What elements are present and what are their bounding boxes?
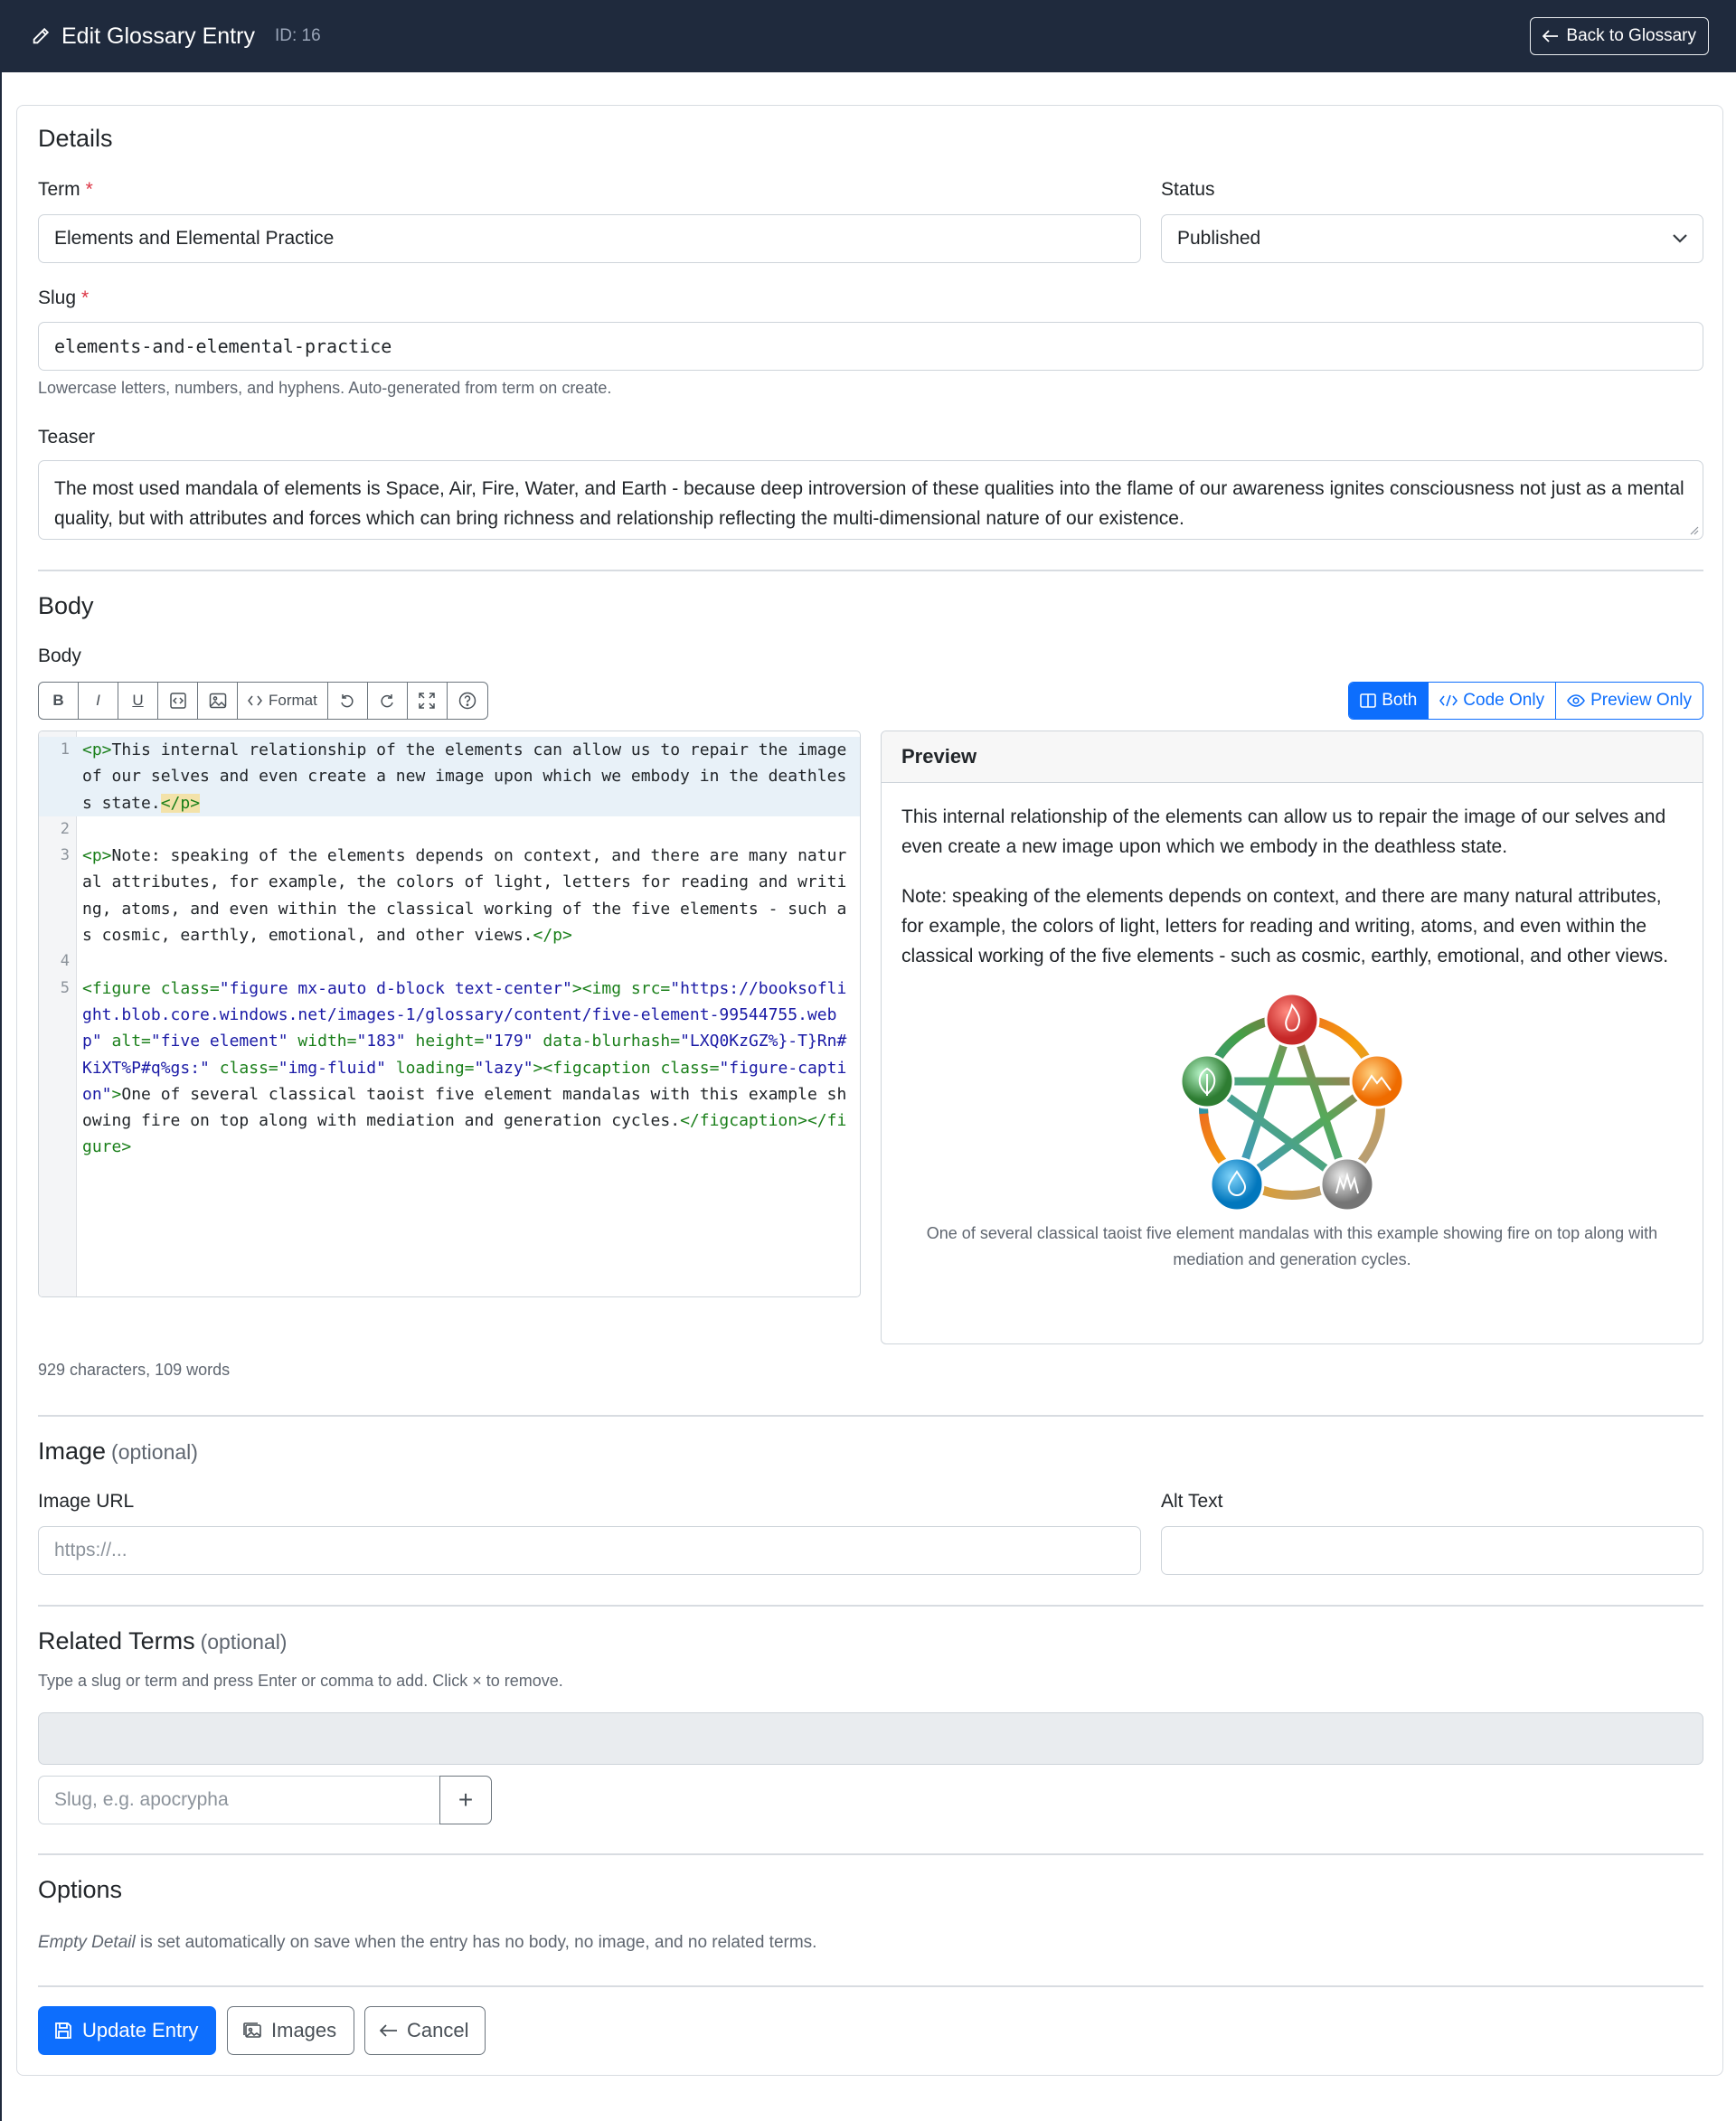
alt-text-input[interactable] <box>1161 1526 1703 1575</box>
view-code-only-button[interactable] <box>1429 683 1556 719</box>
line-number: 5 <box>60 978 70 997</box>
related-terms-tag-list <box>38 1712 1703 1765</box>
images-icon <box>242 2022 262 2040</box>
code-slash-icon <box>1439 694 1458 707</box>
format-label: Format <box>269 692 317 709</box>
term-input[interactable] <box>38 214 1141 263</box>
related-terms-heading <box>38 1627 287 1655</box>
character-word-count: 929 characters, 109 words <box>38 1361 231 1379</box>
related-terms-help: Type a slug or term and press Enter or comma to add. Click × to remove. <box>38 1672 563 1690</box>
code-line <box>39 816 860 843</box>
divider <box>38 1415 1703 1417</box>
code-line <box>39 948 860 975</box>
related-term-placeholder: Slug, e.g. apocrypha <box>54 1789 229 1810</box>
code-token: </figcaption></figure> <box>82 1111 847 1157</box>
options-note-text: is set automatically on save when the entry has no body, no image, and no related terms. <box>135 1933 817 1952</box>
images-button[interactable] <box>227 2006 354 2055</box>
view-mode-group <box>1348 682 1703 720</box>
slug-help: Lowercase letters, numbers, and hyphens. Auto-generated from term on create. <box>38 379 612 397</box>
code-token: "five element" <box>150 1032 288 1051</box>
save-icon <box>53 2021 73 2041</box>
fullscreen-button[interactable] <box>408 683 448 719</box>
cancel-label: Cancel <box>407 2019 469 2041</box>
code-token: class= <box>660 1058 720 1078</box>
line-number: 1 <box>60 740 70 759</box>
related-terms-heading-text: Related Terms <box>38 1627 195 1654</box>
code-token: class= <box>209 1058 278 1078</box>
code-token: <figcaption <box>542 1058 661 1078</box>
arrow-left-icon <box>1543 30 1559 42</box>
code-line <box>39 976 860 1161</box>
options-note <box>38 1933 816 1953</box>
question-circle-icon <box>458 692 476 710</box>
cancel-button[interactable] <box>364 2006 486 2055</box>
image-url-input[interactable] <box>38 1526 1141 1575</box>
add-related-term-group <box>38 1776 492 1824</box>
page-title <box>31 24 255 50</box>
undo-icon <box>339 693 355 709</box>
line-number: 3 <box>60 846 70 865</box>
teaser-textarea[interactable] <box>38 460 1703 540</box>
redo-icon <box>379 693 395 709</box>
code-block-button[interactable] <box>158 683 198 719</box>
code-token: width= <box>288 1032 357 1051</box>
image-heading-text: Image <box>38 1438 107 1465</box>
add-related-term-button[interactable] <box>439 1776 492 1824</box>
image-url-label: Image URL <box>38 1491 135 1512</box>
code-token: "179" <box>484 1032 533 1051</box>
format-button[interactable] <box>238 683 328 719</box>
back-to-glossary-label: Back to Glossary <box>1566 26 1696 45</box>
alt-text-label: Alt Text <box>1161 1491 1223 1512</box>
page-frame <box>0 72 2 2121</box>
code-token: <figure <box>82 978 161 998</box>
code-token: </p> <box>160 793 201 813</box>
teaser-label: Teaser <box>38 427 96 448</box>
code-square-icon <box>169 692 187 710</box>
resize-handle-icon[interactable] <box>1690 526 1699 535</box>
insert-image-button[interactable] <box>198 683 238 719</box>
code-token: alt= <box>101 1032 151 1051</box>
preview-pane <box>881 731 1703 1344</box>
code-token: "figure mx-auto d-block text-center" <box>219 978 572 998</box>
line-number: 2 <box>60 819 70 838</box>
code-token: data-blurhash= <box>533 1032 681 1051</box>
code-token: <p> <box>82 740 112 759</box>
code-token: <p> <box>82 846 112 866</box>
redo-button[interactable] <box>368 683 408 719</box>
code-token: "183" <box>356 1032 406 1051</box>
editor-toolbar <box>38 682 488 720</box>
code-token: "lazy" <box>474 1058 533 1078</box>
code-token: "https://booksoflight.blob.core.windows.net/images-1/glossary/content/five-element-99544755.webp" <box>82 978 847 1051</box>
italic-label: I <box>96 692 100 709</box>
arrow-left-icon <box>380 2024 398 2037</box>
code-line <box>39 843 860 948</box>
plus-icon: + <box>458 1786 474 1814</box>
fullscreen-icon <box>419 693 435 709</box>
preview-figure <box>882 993 1703 1215</box>
pencil-icon <box>31 26 51 46</box>
code-token: "figure-caption" <box>82 1058 847 1104</box>
code-token: One of several classical taoist five element mandalas with this example showing fire on top along with mediation and generation cycles. <box>82 1084 847 1131</box>
code-token: loading= <box>385 1058 475 1078</box>
empty-detail-term: Empty Detail <box>38 1933 136 1952</box>
chevron-down-icon <box>1673 234 1687 243</box>
slug-value: elements-and-elemental-practice <box>54 335 392 357</box>
code-token: </p> <box>533 926 572 946</box>
italic-button[interactable] <box>79 683 118 719</box>
update-entry-label: Update Entry <box>82 2019 199 2041</box>
code-token: > <box>111 1084 122 1104</box>
preview-heading: Preview <box>882 731 1703 783</box>
help-button[interactable] <box>448 683 487 719</box>
underline-label: U <box>132 692 144 709</box>
teaser-value: The most used mandala of elements is Space, Air, Fire, Water, and Earth - because deep introversion of these qualities into the flame of our awareness ignites consciousness not just as a mental quality, but with attributes and forces which can bring richness and relationship reflecting the multi-dimensional nature of our existence. <box>54 478 1684 529</box>
optional-tag: (optional) <box>111 1440 198 1464</box>
entry-id: ID: 16 <box>274 26 321 45</box>
divider <box>38 1985 1703 1987</box>
required-mark: * <box>85 179 93 200</box>
columns-icon <box>1360 693 1376 708</box>
bold-label: B <box>52 692 64 709</box>
update-entry-button[interactable] <box>38 2006 216 2055</box>
slug-input[interactable] <box>38 322 1703 371</box>
options-heading: Options <box>38 1876 123 1903</box>
slug-label <box>38 288 89 309</box>
preview-paragraph-2: Note: speaking of the elements depends on context, and there are many natural attributes, for example, the colors of light, letters for reading and writing, atoms, and even within the classical working of the five elements - such as cosmic, earthly, emotional, and other views. <box>901 886 1669 966</box>
divider <box>38 570 1703 571</box>
preview-paragraph-1: This internal relationship of the elements can allow us to repair the image of our selves and even create a new image upon which we embody in the deathless state. <box>901 806 1666 857</box>
bold-button[interactable] <box>39 683 79 719</box>
image-icon <box>209 693 227 709</box>
line-number: 4 <box>60 952 70 971</box>
view-both-label: Both <box>1382 691 1418 710</box>
top-bar <box>0 0 1736 72</box>
details-heading: Details <box>38 125 113 152</box>
code-line <box>39 737 860 816</box>
body-label: Body <box>38 646 81 666</box>
eye-icon <box>1567 694 1585 707</box>
divider <box>38 1853 1703 1855</box>
slug-label-text: Slug <box>38 288 77 308</box>
status-select[interactable] <box>1161 214 1703 263</box>
body-heading: Body <box>38 592 94 619</box>
underline-button[interactable] <box>118 683 158 719</box>
status-value: Published <box>1177 228 1261 249</box>
status-label: Status <box>1161 179 1215 200</box>
code-content <box>39 737 860 1161</box>
code-token: Note: speaking of the elements depends on context, and there are many natural attributes, for example, the colors of light, letters for reading and writing, atoms, and even within the classical working of the five elements - such as cosmic, earthly, emotional, and other views. <box>82 846 847 946</box>
view-preview-only-button[interactable] <box>1556 683 1703 719</box>
preview-caption: One of several classical taoist five element mandalas with this example showing fire on top along with mediation and generation cycles. <box>926 1224 1658 1268</box>
code-token: height= <box>405 1032 485 1051</box>
term-label <box>38 179 93 201</box>
view-both-button[interactable] <box>1349 683 1429 719</box>
code-token: > <box>533 1058 543 1078</box>
view-code-only-label: Code Only <box>1463 691 1545 710</box>
page-title-text: Edit Glossary Entry <box>61 23 255 49</box>
term-label-text: Term <box>38 179 80 200</box>
code-token: src= <box>630 978 671 998</box>
code-token: This internal relationship of the elements can allow us to repair the image of our selves and even create a new image upon which we embody in the deathless state. <box>82 740 857 813</box>
code-token: ><img <box>571 978 631 998</box>
term-value: Elements and Elemental Practice <box>54 228 335 249</box>
images-label: Images <box>271 2019 337 2041</box>
divider <box>38 1605 1703 1607</box>
image-url-placeholder: https://... <box>54 1540 127 1560</box>
code-token: "LXQ0KzGZ%}-T}Rn#KiXT%P#q%gs:" <box>82 1032 847 1078</box>
code-token: class= <box>160 978 220 998</box>
required-mark: * <box>81 288 90 308</box>
code-icon <box>248 695 262 706</box>
code-editor[interactable] <box>38 731 861 1297</box>
optional-tag: (optional) <box>200 1630 288 1654</box>
back-to-glossary-button[interactable] <box>1530 17 1709 55</box>
code-token: "img-fluid" <box>278 1058 386 1078</box>
view-preview-only-label: Preview Only <box>1590 691 1692 710</box>
image-heading <box>38 1438 198 1466</box>
five-element-mandala-image <box>1179 993 1405 1215</box>
related-term-input[interactable] <box>38 1776 439 1824</box>
undo-button[interactable] <box>328 683 368 719</box>
